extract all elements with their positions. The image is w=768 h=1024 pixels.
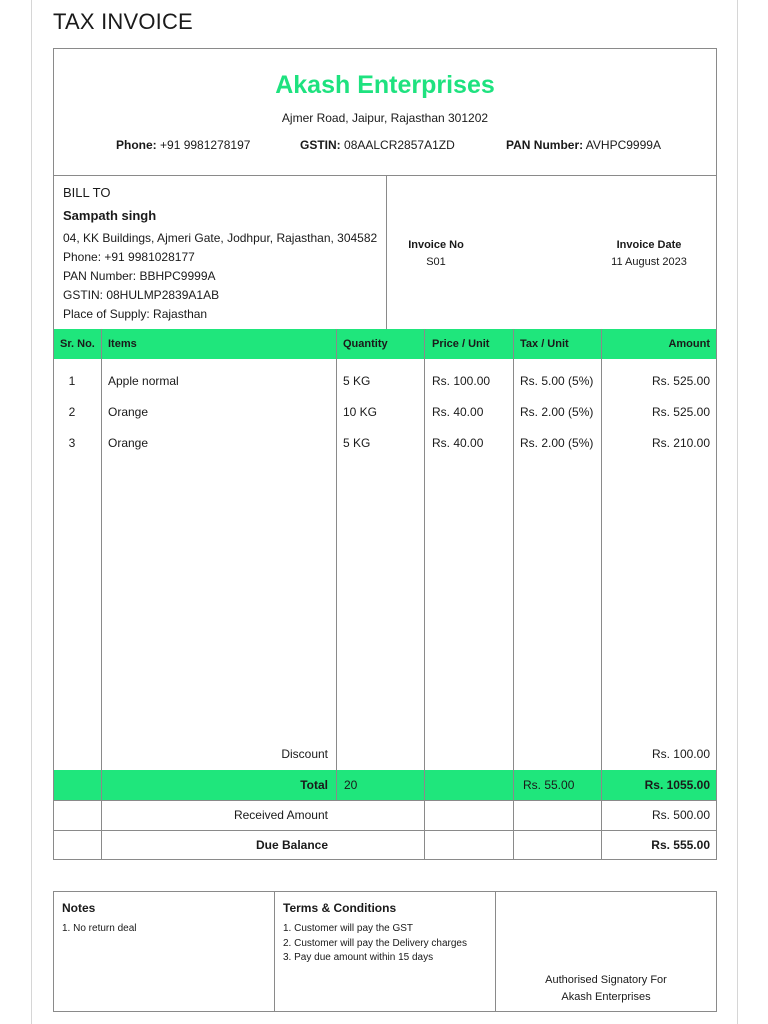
col-divider-qty (424, 329, 425, 859)
term-1: 1. Customer will pay the GST (283, 923, 414, 934)
invoice-number: S01 (426, 256, 446, 268)
row-3-sr: 3 (68, 436, 76, 450)
invoice-date: 11 August 2023 (611, 256, 687, 268)
bill-to-section (54, 175, 387, 329)
divider-after-total (54, 800, 716, 801)
row-1-tax: Rs. 5.00 (5%) (520, 374, 594, 388)
company-header (54, 49, 716, 176)
invoice-body (53, 48, 717, 860)
row-2-qty: 10 KG (343, 405, 378, 419)
term-2: 2. Customer will pay the Delivery charges (283, 938, 467, 949)
customer-phone: Phone: +91 9981028177 (63, 250, 195, 264)
invoice-footer (53, 891, 717, 1012)
terms-heading: Terms & Conditions (283, 901, 397, 915)
total-amount: Rs. 1055.00 (644, 778, 710, 792)
row-2-price: Rs. 40.00 (432, 405, 484, 419)
company-gstin-label: GSTIN: (300, 138, 341, 152)
signatory-line-2: Akash Enterprises (561, 991, 651, 1003)
invoice-number-label: Invoice No (408, 239, 464, 251)
row-3-amount: Rs. 210.00 (651, 436, 710, 450)
invoice-date-label: Invoice Date (616, 239, 682, 251)
header-tax-unit: Tax / Unit (520, 338, 569, 350)
due-label: Due Balance (255, 838, 328, 852)
customer-name: Sampath singh (63, 208, 157, 223)
col-divider-price (513, 329, 514, 859)
company-name: Akash Enterprises (275, 71, 495, 99)
term-3: 3. Pay due amount within 15 days (283, 952, 434, 963)
customer-gstin: GSTIN: 08HULMP2839A1AB (63, 288, 220, 302)
customer-address: 04, KK Buildings, Ajmeri Gate, Jodhpur, Rajasthan, 304582 (63, 231, 378, 245)
row-2-amount: Rs. 525.00 (651, 405, 710, 419)
due-value: Rs. 555.00 (651, 838, 710, 852)
discount-value: Rs. 100.00 (651, 747, 710, 761)
total-tax: Rs. 55.00 (523, 778, 575, 792)
customer-pan: PAN Number: BBHPC9999A (63, 269, 216, 283)
company-address: Ajmer Road, Jaipur, Rajasthan 301202 (281, 111, 489, 125)
company-gstin (300, 138, 455, 152)
row-3-tax: Rs. 2.00 (5%) (520, 436, 594, 450)
header-amount: Amount (668, 338, 710, 350)
company-phone (116, 138, 250, 152)
company-pan-label: PAN Number: (506, 138, 584, 152)
row-3-price: Rs. 40.00 (432, 436, 484, 450)
page-left-edge (31, 0, 32, 1024)
header-items: Items (108, 338, 137, 350)
invoice-number-block (396, 239, 476, 268)
discount-label: Discount (281, 747, 328, 761)
header-price-unit: Price / Unit (432, 338, 490, 350)
row-2-item: Orange (108, 405, 149, 419)
received-value: Rs. 500.00 (651, 808, 710, 822)
row-2-tax: Rs. 2.00 (5%) (520, 405, 594, 419)
page-right-edge (737, 0, 738, 1024)
header-quantity: Quantity (343, 338, 388, 350)
total-quantity: 20 (344, 778, 358, 792)
company-phone-value: +91 9981278197 (160, 138, 251, 152)
row-1-sr: 1 (68, 374, 76, 388)
divider-after-received (54, 830, 716, 831)
signatory-section (496, 892, 716, 1011)
row-3-qty: 5 KG (343, 436, 371, 450)
bill-to-heading: BILL TO (63, 185, 111, 200)
row-1-price: Rs. 100.00 (432, 374, 491, 388)
col-divider-items (336, 329, 337, 800)
received-label: Received Amount (233, 808, 328, 822)
note-1: 1. No return deal (62, 923, 137, 934)
company-pan (506, 138, 661, 152)
place-of-supply: Place of Supply: Rajasthan (63, 307, 208, 321)
document-title: TAX INVOICE (53, 9, 193, 34)
company-gstin-value: 08AALCR2857A1ZD (344, 138, 455, 152)
row-1-qty: 5 KG (343, 374, 371, 388)
col-divider-tax (601, 329, 602, 859)
header-sr-no: Sr. No. (60, 338, 95, 350)
row-1-item: Apple normal (108, 374, 179, 388)
total-label: Total (300, 778, 328, 792)
notes-section (54, 892, 275, 1011)
notes-heading: Notes (62, 901, 96, 915)
row-1-amount: Rs. 525.00 (651, 374, 710, 388)
signatory-line-1: Authorised Signatory For (545, 974, 667, 986)
company-pan-value: AVHPC9999A (585, 138, 661, 152)
company-phone-label: Phone: (116, 138, 157, 152)
terms-section (275, 892, 496, 1011)
col-divider-sr (101, 329, 102, 859)
row-3-item: Orange (108, 436, 149, 450)
invoice-date-block (594, 239, 704, 268)
row-2-sr: 2 (68, 405, 76, 419)
